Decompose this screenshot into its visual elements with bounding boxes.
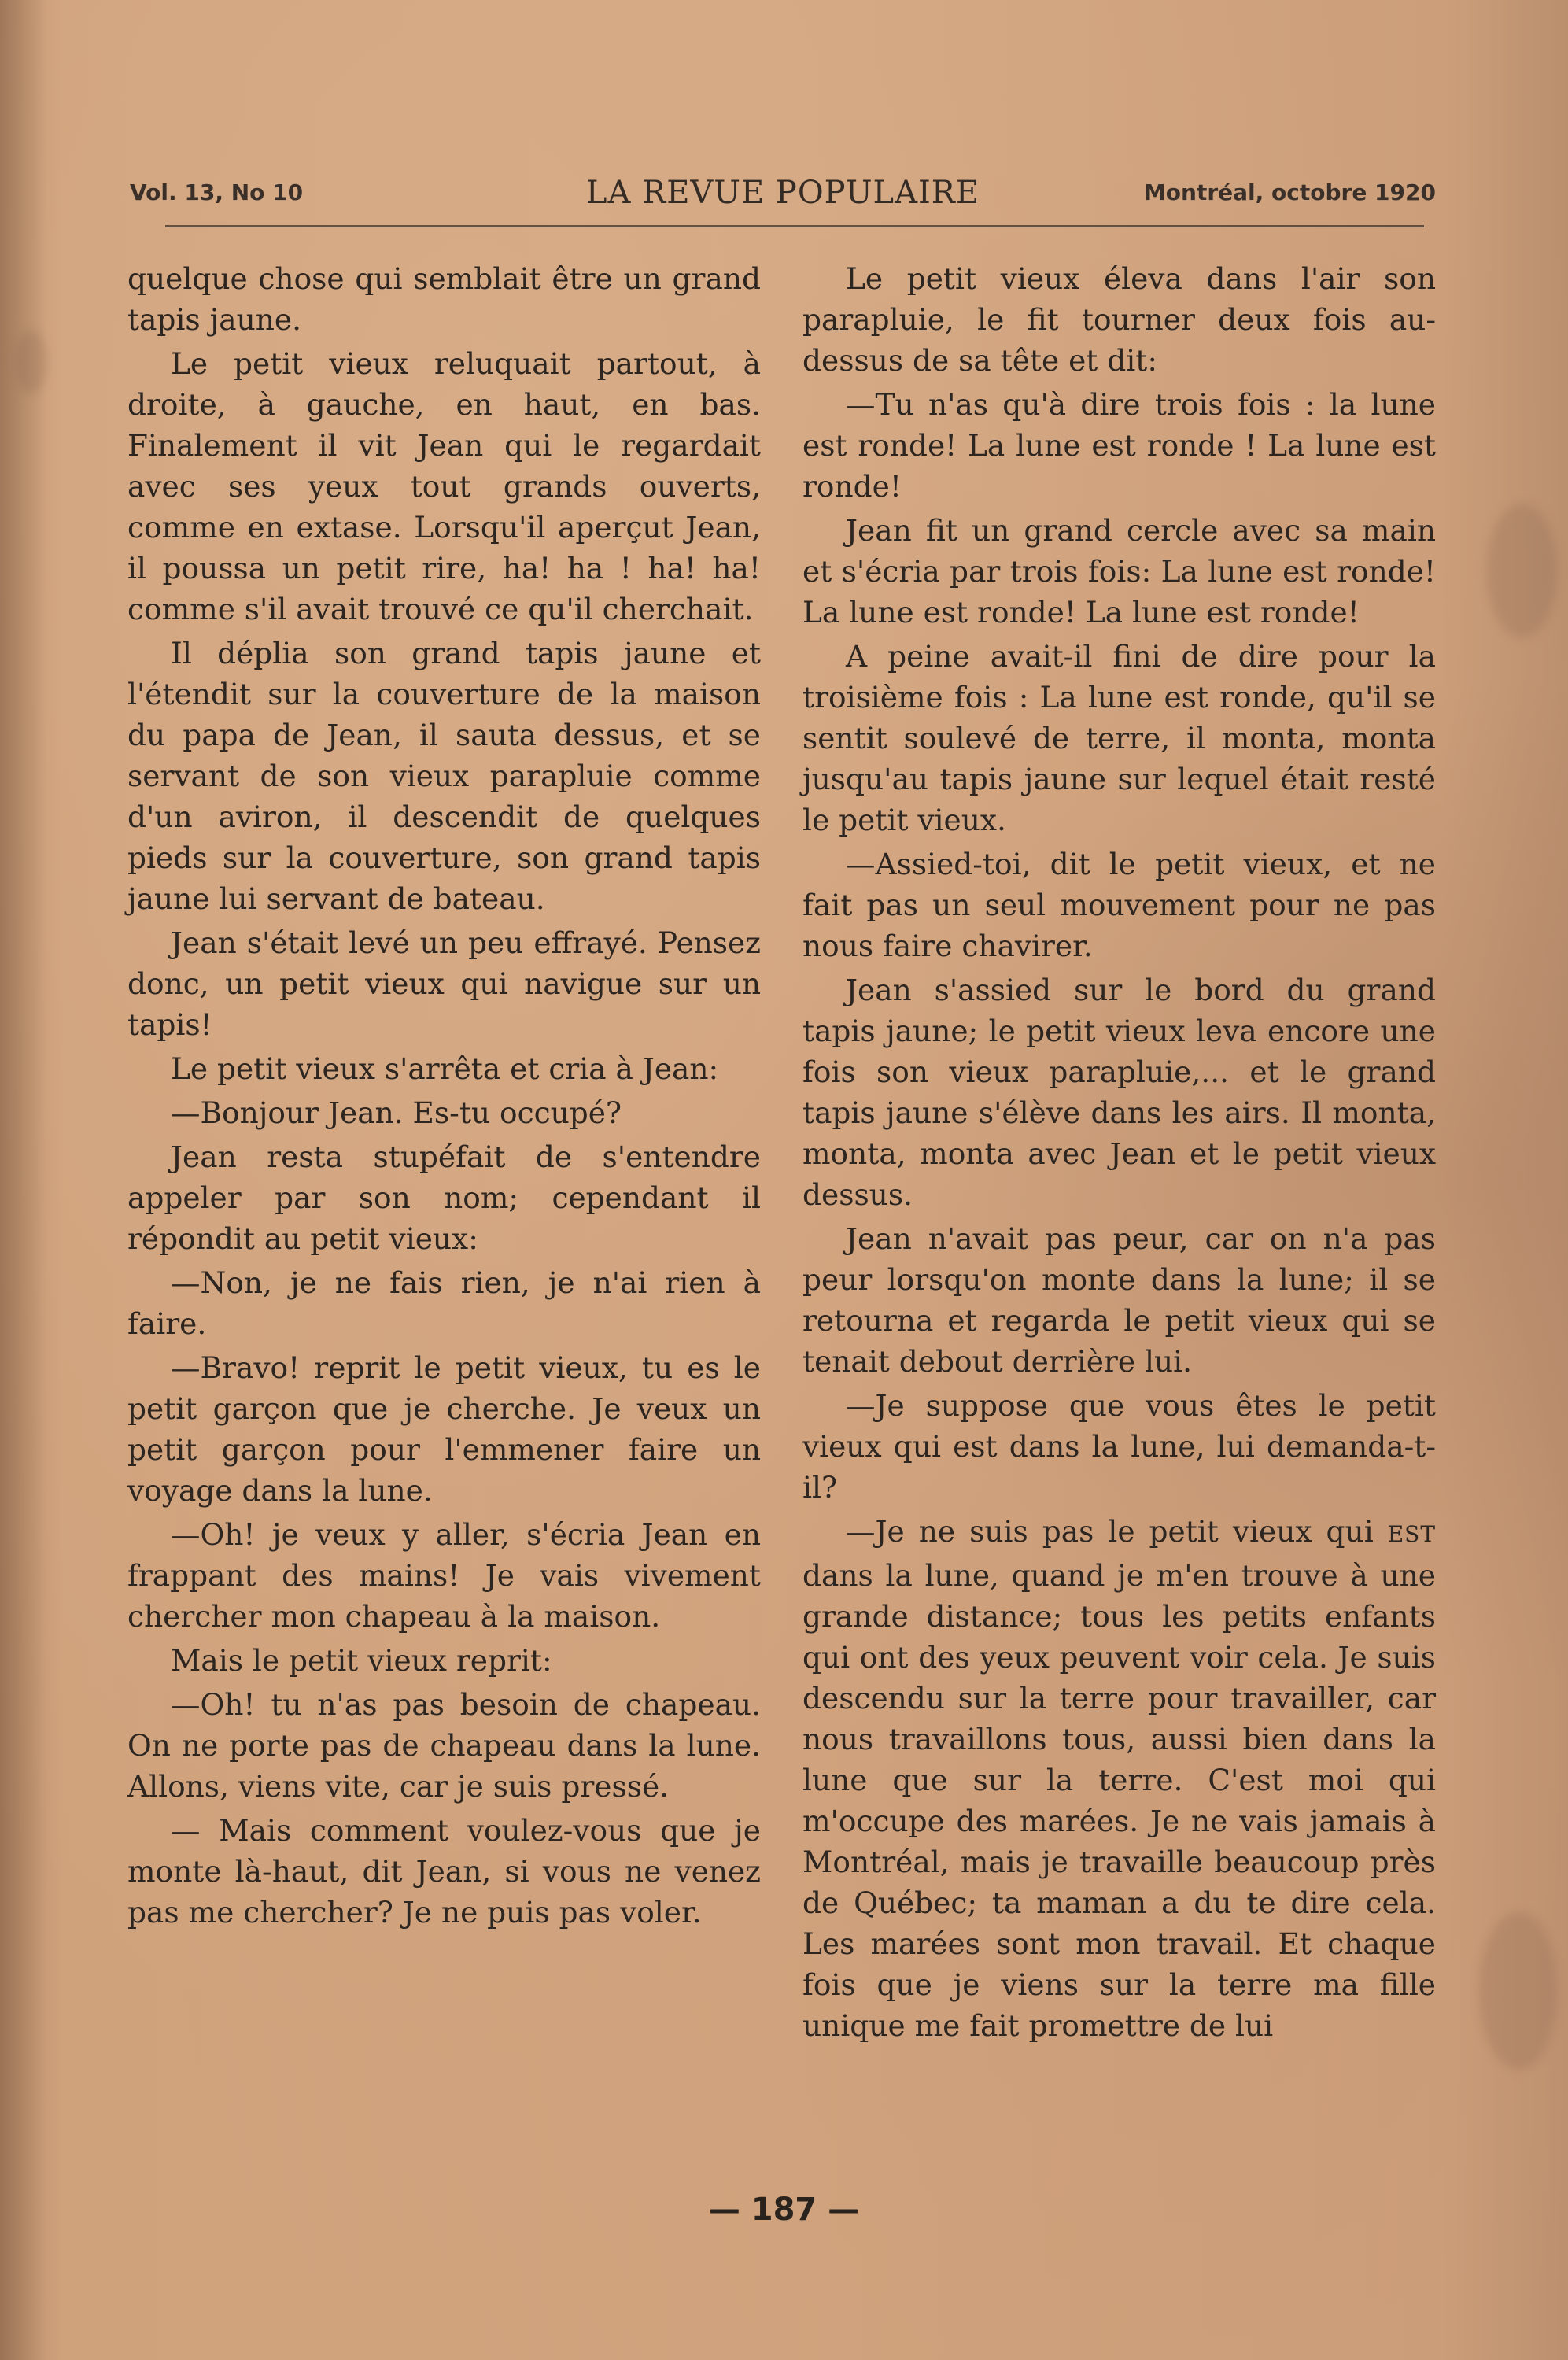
paragraph-text: —Je ne suis pas le petit vieux qui <box>846 1514 1374 1549</box>
paper-stain <box>1479 1912 1558 2070</box>
paragraph: Il déplia son grand tapis jaune et l'étendit sur la couverture de la maison du papa de Jean, il sauta dessus, et se servant de son vieux parapluie comme d'un aviron, il descendit de quelques pieds sur la couverture, son grand tapis jaune lui servant de bateau. <box>127 636 761 916</box>
paragraph: —Non, je ne fais rien, je n'ai rien à faire. <box>127 1265 761 1341</box>
paragraph: A peine avait-il fini de dire pour la troisième fois : La lune est ronde, qu'il se sentit soulevé de terre, il monta, monta jusqu'au tapis jaune sur lequel était resté le petit vieux. <box>802 639 1436 837</box>
place-and-date: Montréal, octobre 1920 <box>1143 179 1436 205</box>
paragraph: —Oh! tu n'as pas besoin de chapeau. On ne porte pas de chapeau dans la lune. Allons, viens vite, car je suis pressé. <box>127 1687 761 1804</box>
paragraph <box>802 1511 1436 2046</box>
paragraph: —Bonjour Jean. Es-tu occupé? <box>171 1095 622 1130</box>
journal-title: LA REVUE POPULAIRE <box>585 175 980 211</box>
running-header <box>130 175 1436 214</box>
paragraph: —Tu n'as qu'à dire trois fois : la lune est ronde! La lune est ronde ! La lune est ronde! <box>802 387 1436 504</box>
small-caps-word: EST <box>1387 1521 1437 1547</box>
paragraph: —Je suppose que vous êtes le petit vieux qui est dans la lune, lui demanda-t-il? <box>802 1388 1436 1505</box>
left-column <box>127 258 761 1936</box>
paragraph: —Assied-toi, dit le petit vieux, et ne fait pas un seul mouvement pour ne pas nous faire chavirer. <box>802 847 1436 963</box>
paragraph: Jean resta stupéfait de s'entendre appeler par son nom; cependant il répondit au petit vieux: <box>127 1139 761 1256</box>
paragraph: —Bravo! reprit le petit vieux, tu es le petit garçon que je cherche. Je veux un petit garçon pour l'emmener faire un voyage dans la lune. <box>127 1350 761 1508</box>
paragraph: Le petit vieux s'arrêta et cria à Jean: <box>171 1051 719 1086</box>
page-number: — 187 — <box>708 2192 860 2228</box>
paragraph: Jean fit un grand cercle avec sa main et s'écria par trois fois: La lune est ronde! La lune est ronde! La lune est ronde! <box>802 513 1436 630</box>
paper-stain <box>1487 504 1558 637</box>
header-rule <box>165 225 1424 227</box>
paragraph: —Oh! je veux y aller, s'écria Jean en frappant des mains! Je vais vivement chercher mon chapeau à la maison. <box>127 1517 761 1634</box>
paragraph: Jean s'assied sur le bord du grand tapis jaune; le petit vieux leva encore une fois son vieux parapluie,... et le grand tapis jaune s'élève dans les airs. Il monta, monta, monta avec Jean et le petit vieux dessus. <box>802 973 1436 1212</box>
paragraph: Le petit vieux reluquait partout, à droite, à gauche, en haut, en bas. Finalement il vit Jean qui le regardait avec ses yeux tout grands ouverts, comme en extase. Lorsqu'il aperçut Jean, il poussa un petit rire, ha! ha ! ha! ha! comme s'il avait trouvé ce qu'il cherchait. <box>127 346 761 626</box>
paper-stain <box>16 331 47 393</box>
paragraph: quelque chose qui semblait être un grand tapis jaune. <box>127 261 761 337</box>
paragraph: — Mais comment voulez-vous que je monte là-haut, dit Jean, si vous ne venez pas me chercher? Je ne puis pas voler. <box>127 1813 761 1930</box>
right-column <box>802 258 1436 2049</box>
paragraph: Jean n'avait pas peur, car on n'a pas peur lorsqu'on monte dans la lune; il se retourna et regarda le petit vieux qui se tenait debout derrière lui. <box>802 1221 1436 1379</box>
paragraph: Jean s'était levé un peu effrayé. Pensez donc, un petit vieux qui navigue sur un tapis! <box>127 925 761 1042</box>
issue-number: Vol. 13, No 10 <box>130 179 304 205</box>
paragraph-text: dans la lune, quand je m'en trouve à une grande distance; tous les petits enfants qui ont des yeux peuvent voir cela. Je suis descendu sur la terre pour travailler, car nous travaillons tous, aussi bien dans la lune que sur la terre. C'est moi qui m'occupe des marées. Je ne vais jamais à Montréal, mais je travaille beaucoup près de Québec; ta maman a du te dire cela. Les marées sont mon travail. Et chaque fois que je viens sur la terre ma fille unique me fait promettre de lui <box>802 1558 1436 2043</box>
paragraph: Le petit vieux éleva dans l'air son parapluie, le fit tourner deux fois au-dessus de sa tête et dit: <box>802 261 1436 378</box>
paragraph: Mais le petit vieux reprit: <box>171 1643 552 1678</box>
